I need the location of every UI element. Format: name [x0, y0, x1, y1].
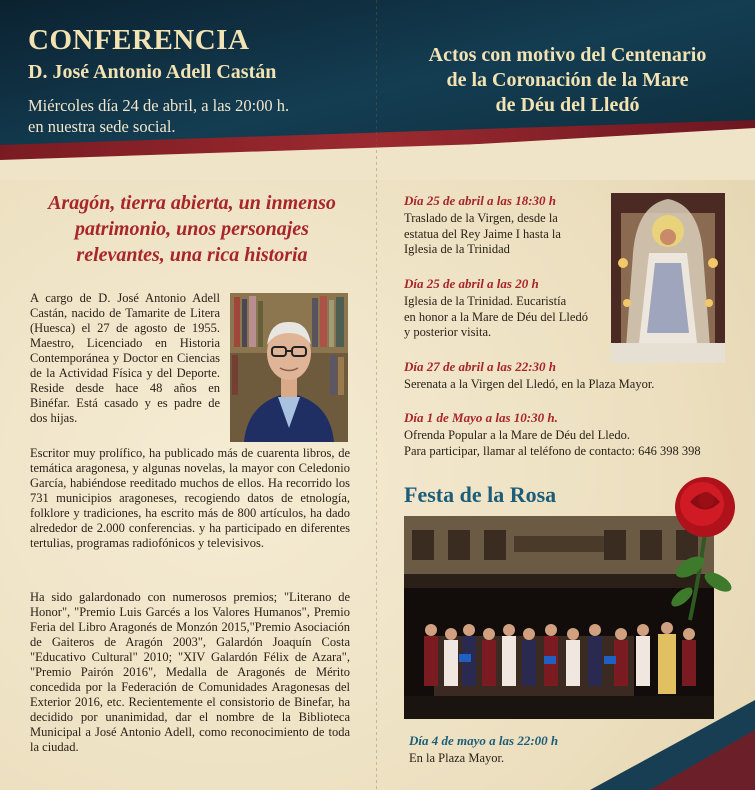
bio-paragraph-3: Ha sido galardonado con numerosos premios; "Literano de Honor", "Premio Luis Garcés a los Valores Humanos", Premio Feria del Libro Aragonés de Monzón 2015,"Premio Asociación de Gaiteros de Aragón 2003", Galardón Joaquín Costa "Educativo Cultural" 2010; "XIV Galardón Félix de Azara", "Premio Pairón 2016", Medalla de Aragonés de Mérito concedida por la Federación de Comunidades Aragonesas del Exterior 2016, etc. Recientemente el consistorio de Binefar, ha decidido por unanimidad, dar el nombre de la Biblioteca Municipal a José Antonio Adell, como reconocimiento de toda la ciudad. — [30, 590, 350, 754]
conference-subtitle — [22, 190, 362, 268]
event-text-line: estatua del Rey Jaime I hasta la — [404, 226, 561, 241]
festa-title: Festa de la Rosa — [404, 482, 557, 507]
conference-title: CONFERENCIA — [28, 24, 250, 56]
event-text-line: Traslado de la Virgen, desde la — [404, 211, 558, 225]
festa-place: En la Plaza Mayor. — [409, 751, 505, 765]
conference-schedule-line: en nuestra sede social. — [28, 117, 176, 136]
actos-title-line: de Déu del Lledó — [495, 94, 640, 116]
conference-schedule — [28, 95, 358, 137]
conference-speaker: D. José Antonio Adell Castán — [28, 61, 277, 83]
event-date: Día 25 de abril a las 18:30 h — [404, 193, 557, 208]
conference-schedule-line: Miércoles día 24 de abril, a las 20:00 h. — [28, 96, 290, 115]
event-text-line: Ofrenda Popular a la Mare de Déu del Lledo. — [404, 428, 630, 442]
subtitle-line: Aragón, tierra abierta, un inmenso — [48, 192, 336, 214]
actos-title-line: Actos con motivo del Centenario — [428, 44, 707, 66]
event-date: Día 25 de abril a las 20 h — [404, 276, 539, 291]
speaker-portrait — [230, 293, 348, 442]
event-description — [404, 428, 701, 459]
event-text-line: Para participar, llamar al teléfono de contacto: 646 398 398 — [404, 443, 701, 458]
event-text-line: Iglesia de la Trinidad — [404, 242, 510, 256]
subtitle-line: patrimonio, unos personajes — [75, 218, 309, 240]
event-text-line: Iglesia de la Trinidad. Eucaristía — [404, 294, 567, 308]
actos-title-line: de la Coronación de la Mare — [446, 69, 689, 91]
virgin-statue-photo — [611, 193, 725, 363]
event-text-line: en honor a la Mare de Déu del Lledó — [404, 309, 588, 324]
event-text-line: Serenata a la Virgen del Lledó, en la Plaza Mayor. — [404, 377, 655, 391]
festa-date: Día 4 de mayo a las 22:00 h — [409, 733, 559, 748]
event-description — [404, 294, 588, 341]
event-text-line: y posterior visita. — [404, 325, 492, 339]
event-description — [404, 377, 654, 393]
event-date: Día 27 de abril a las 22:30 h — [404, 359, 557, 374]
event-description — [404, 211, 561, 258]
rose-illustration — [660, 472, 750, 622]
subtitle-line: relevantes, una rica historia — [76, 244, 308, 266]
actos-title — [395, 43, 740, 118]
bio-paragraph-2: Escritor muy prolífico, ha publicado más de cuarenta libros, de temática aragonesa, y algunas novelas, la mayor con Celedonio García, habiéndose reeditado muchos de ellos. Ha recorrido los 731 municipios aragoneses, recogiendo datos de etnología, folklore y tradiciones, ha escrito más de 800 artículos, ha dado alrededor de 2.000 conferencias. y ha participado en diferentes tertulias, programas radiofónicos y televisivos. — [30, 446, 350, 550]
event-date: Día 1 de Mayo a las 10:30 h. — [404, 410, 558, 425]
bio-paragraph-1: A cargo de D. José Antonio Adell Castán, nacido de Tamarite de Litera (Huesca) el 27 de agosto de 1955. Maestro, Licenciado en Historia Contemporánea y Doctor en Ciencias de la Actividad Física y del Deporte. Reside desde hace 48 años en Binéfar. Está casado y es padre de dos hijas. — [30, 291, 220, 425]
fold-line — [376, 0, 377, 790]
